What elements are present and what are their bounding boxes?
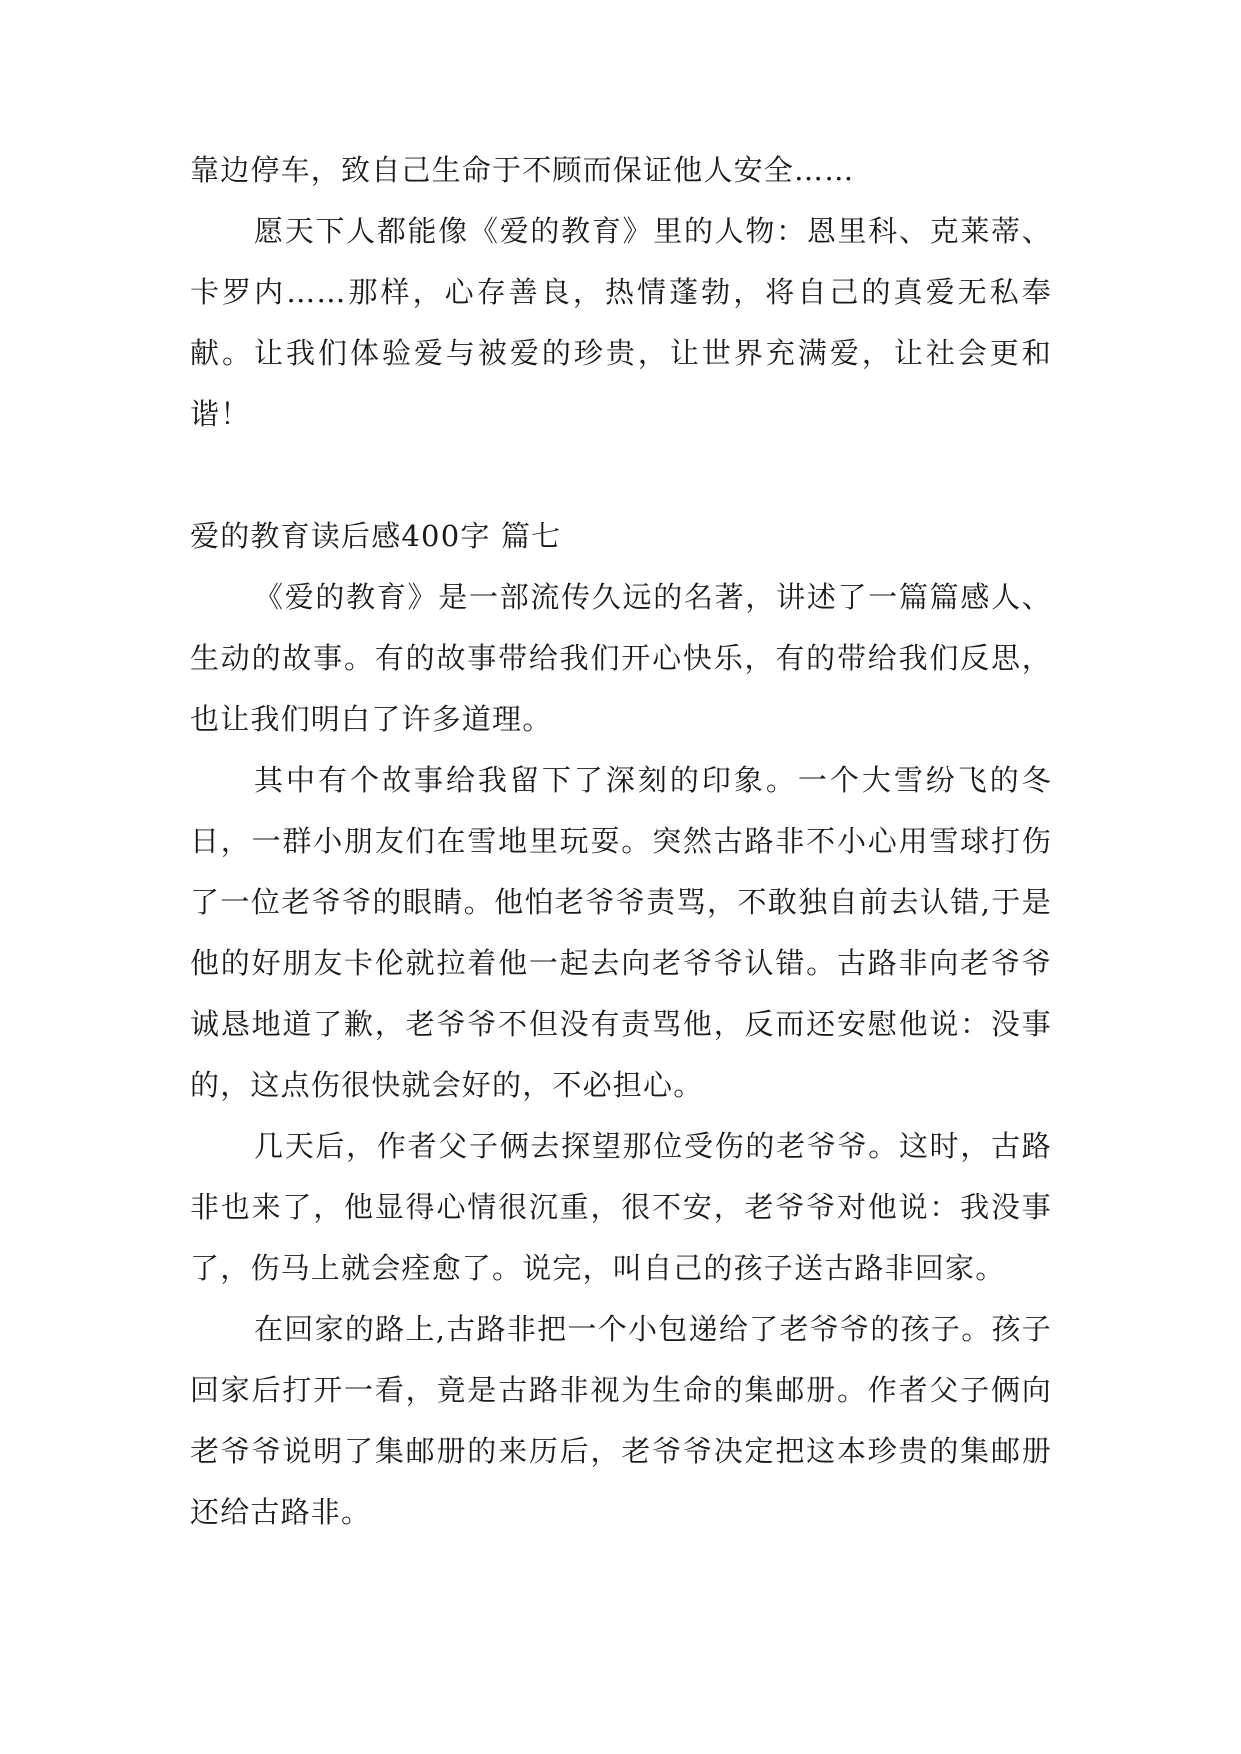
section-heading: 爱的教育读后感400字 篇七 <box>190 519 562 553</box>
body-paragraph-2: 其中有个故事给我留下了深刻的印象。一个大雪纷飞的冬日，一群小朋友们在雪地里玩耍。突然古路非不小心用雪球打伤了一位老爷爷的眼睛。他怕老爷爷责骂，不敢独自前去认错,于是他的好朋友卡伦就拉着他一起去向老爷爷认错。古路非向老爷爷诚恳地道了歉，老爷爷不但没有责骂他，反而还安慰他说：没事的，这点伤很快就会好的，不必担心。 <box>190 763 1052 1102</box>
body-paragraph-1: 《爱的教育》是一部流传久远的名著，讲述了一篇篇感人、生动的故事。有的故事带给我们开心快乐，有的带给我们反思，也让我们明白了许多道理。 <box>190 580 1052 736</box>
body-paragraph-4: 在回家的路上,古路非把一个小包递给了老爷爷的孩子。孩子回家后打开一看，竟是古路非视为生命的集邮册。作者父子俩向老爷爷说明了集邮册的来历后，老爷爷决定把这本珍贵的集邮册还给古路非。 <box>190 1312 1052 1529</box>
continuation-paragraph: 靠边停车，致自己生命于不顾而保证他人安全…… <box>190 153 855 187</box>
document-page <box>190 140 1052 1543</box>
closing-paragraph: 愿天下人都能像《爱的教育》里的人物：恩里科、克莱蒂、卡罗内……那样，心存善良，热情蓬勃，将自己的真爱无私奉献。让我们体验爱与被爱的珍贵，让世界充满爱，让社会更和谐！ <box>190 214 1052 431</box>
body-paragraph-3: 几天后，作者父子俩去探望那位受伤的老爷爷。这时，古路非也来了，他显得心情很沉重，很不安，老爷爷对他说：我没事了，伤马上就会痊愈了。说完，叫自己的孩子送古路非回家。 <box>190 1129 1052 1285</box>
